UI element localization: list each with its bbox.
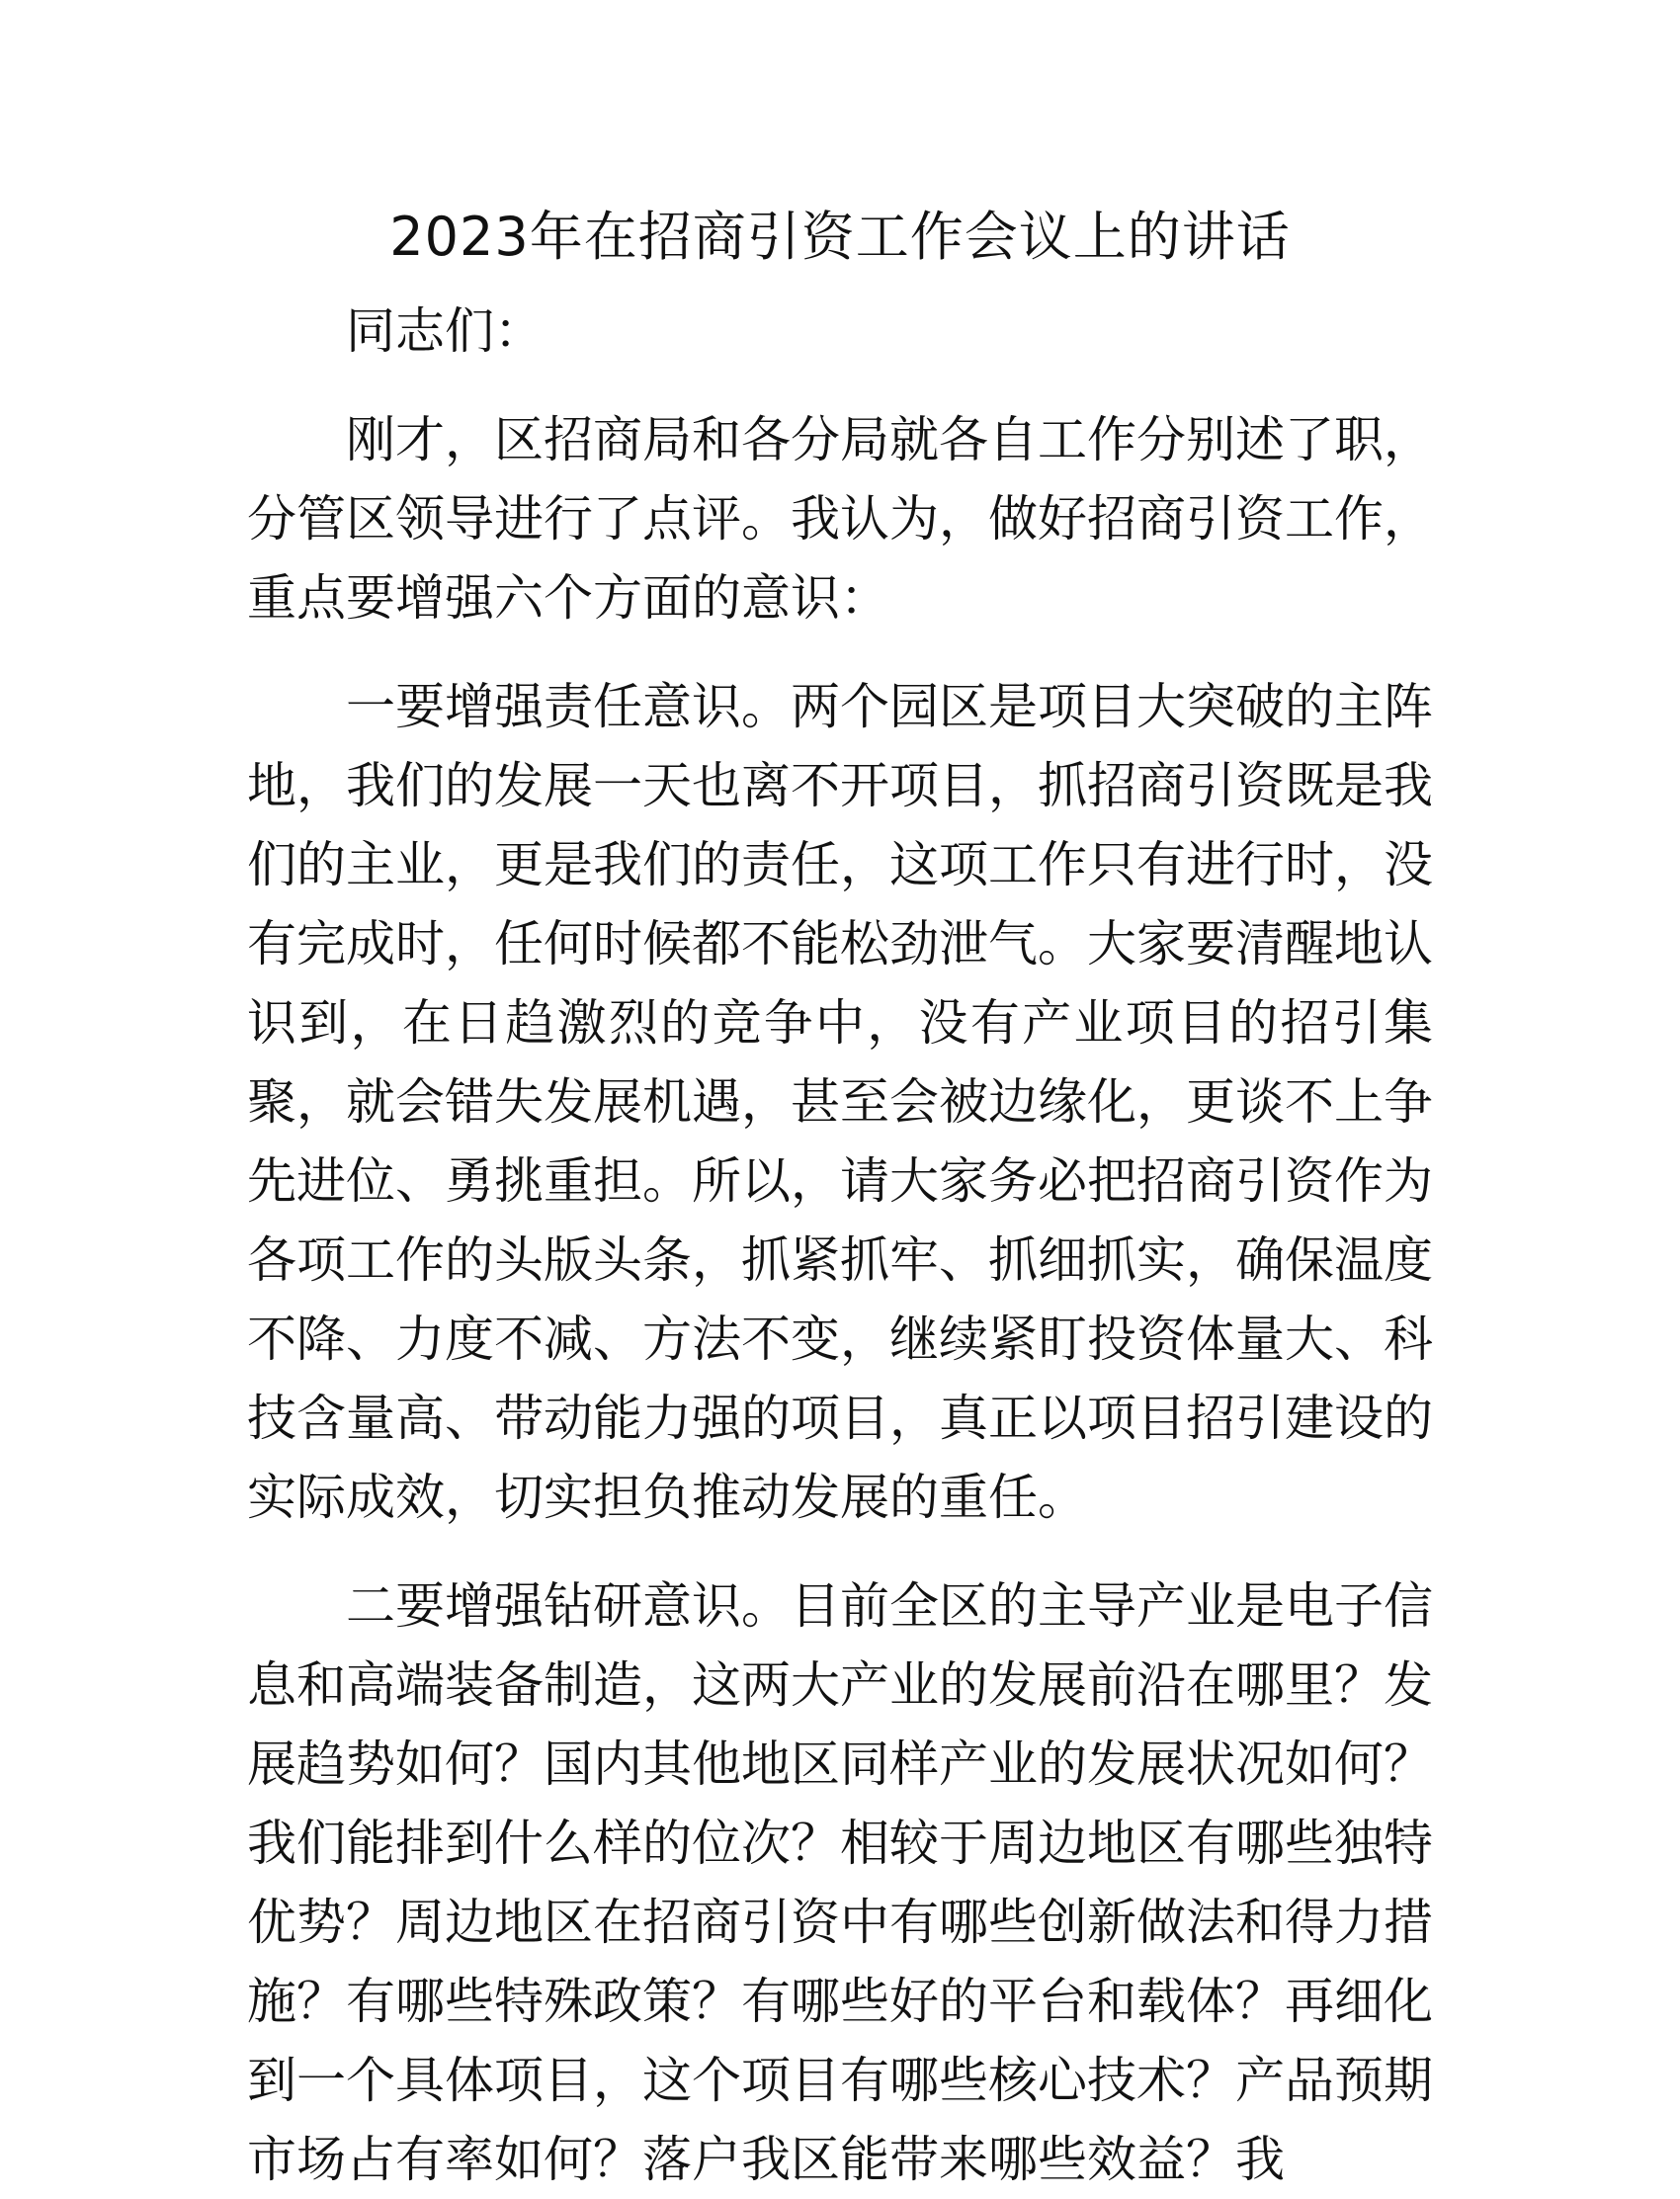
salutation: 同志们： [346,302,544,360]
document-page [247,193,1433,2199]
paragraph-responsibility: 一要增强责任意识。两个园区是项目大突破的主阵地，我们的发展一天也离不开项目，抓招商引资既是我们的主业，更是我们的责任，这项工作只有进行时，没有完成时，任何时候都不能松劲泄气。大家要清醒地认识到，在日趋激烈的竞争中，没有产业项目的招引集聚，就会错失发展机遇，甚至会被边缘化，更谈不上争先进位、勇挑重担。所以，请大家务必把招商引资作为各项工作的头版头条，抓紧抓牢、抓细抓实，确保温度不降、力度不减、方法不变，继续紧盯投资体量大、科技含量高、带动能力强的项目，真正以项目招引建设的实际成效，切实担负推动发展的重任。 [247,678,1433,1526]
paragraph-research: 二要增强钻研意识。目前全区的主导产业是电子信息和高端装备制造，这两大产业的发展前沿在哪里？发展趋势如何？国内其他地区同样产业的发展状况如何？我们能排到什么样的位次？相较于周边地区有哪些独特优势？周边地区在招商引资中有哪些创新做法和得力措施？有哪些特殊政策？有哪些好的平台和载体？再细化到一个具体项目，这个项目有哪些核心技术？产品预期市场占有率如何？落户我区能带来哪些效益？我 [247,1577,1433,2188]
paragraph-intro: 刚才，区招商局和各分局就各自工作分别述了职，分管区领导进行了点评。我认为，做好招商引资工作，重点要增强六个方面的意识： [247,411,1433,627]
document-title: 2023年在招商引资工作会议上的讲话 [389,206,1291,268]
